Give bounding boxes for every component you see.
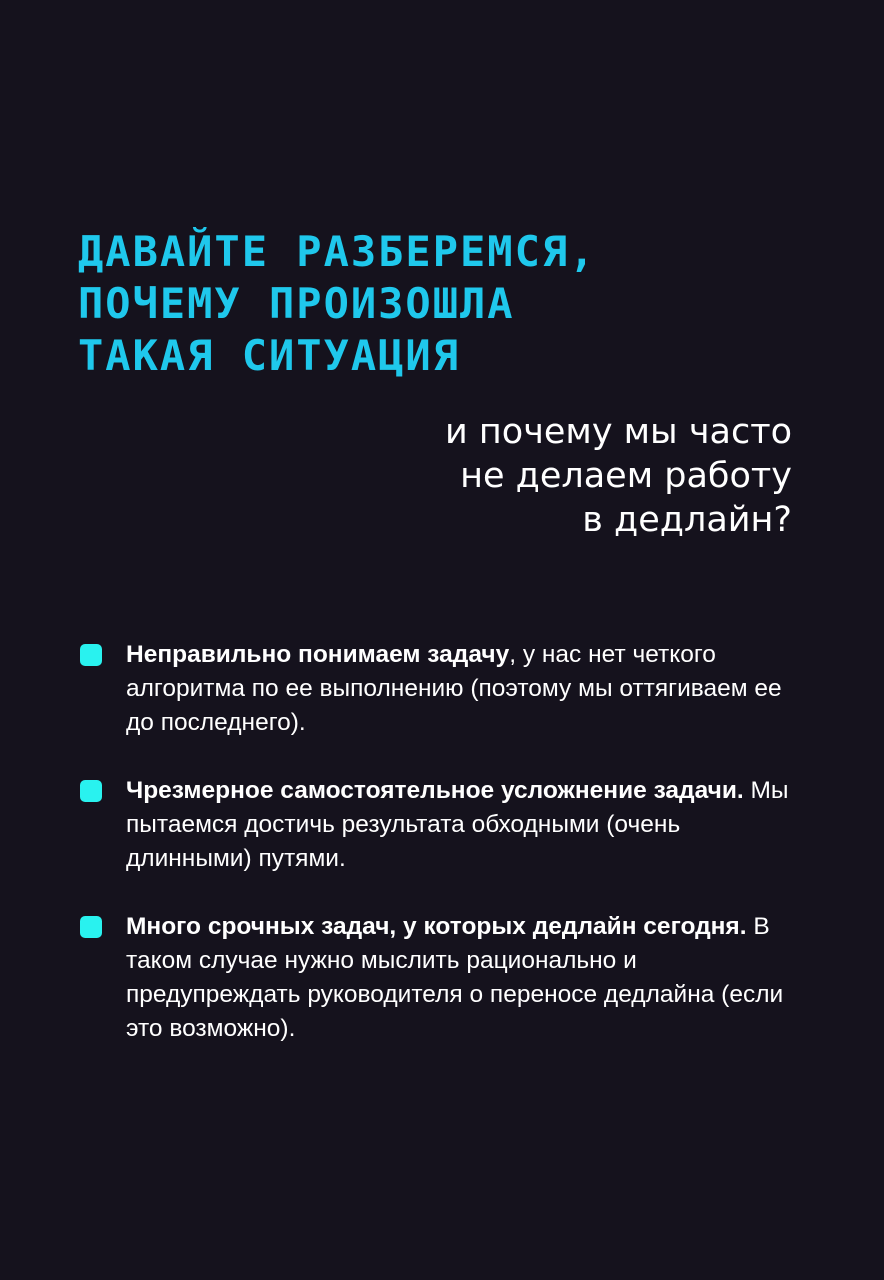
headline <box>78 226 818 382</box>
headline-line: ТАКАЯ СИТУАЦИЯ <box>78 331 461 380</box>
square-bullet-icon <box>80 644 102 666</box>
subheading-line: и почему мы часто <box>445 412 792 452</box>
reasons-list <box>80 638 800 1046</box>
square-bullet-icon <box>80 916 102 938</box>
headline-line: ПОЧЕМУ ПРОИЗОШЛА <box>78 279 515 328</box>
subheading-line: в дедлайн? <box>582 500 792 540</box>
list-item-text: Мы пытаемся достичь результата обходными (очень длинными) путями. <box>126 777 789 872</box>
list-item-bold: Чрезмерное самостоятельное усложнение задачи. <box>126 777 744 804</box>
headline-line: ДАВАЙТЕ РАЗБЕРЕМСЯ, <box>78 227 597 276</box>
list-item-bold: Неправильно понимаем задачу <box>126 641 510 668</box>
list-item <box>80 910 800 1046</box>
list-item-text: , у нас нет четкого алгоритма по ее выполнению (поэтому мы оттягиваем ее до последнего). <box>126 641 782 736</box>
list-item <box>80 638 800 740</box>
list-item <box>80 774 800 876</box>
subheading-line: не делаем работу <box>460 456 792 496</box>
square-bullet-icon <box>80 780 102 802</box>
list-item-text: В таком случае нужно мыслить рационально и предупреждать руководителя о переносе дедлайна (если это возможно). <box>126 913 784 1042</box>
subheading <box>272 410 792 542</box>
list-item-bold: Много срочных задач, у которых дедлайн сегодня. <box>126 913 747 940</box>
